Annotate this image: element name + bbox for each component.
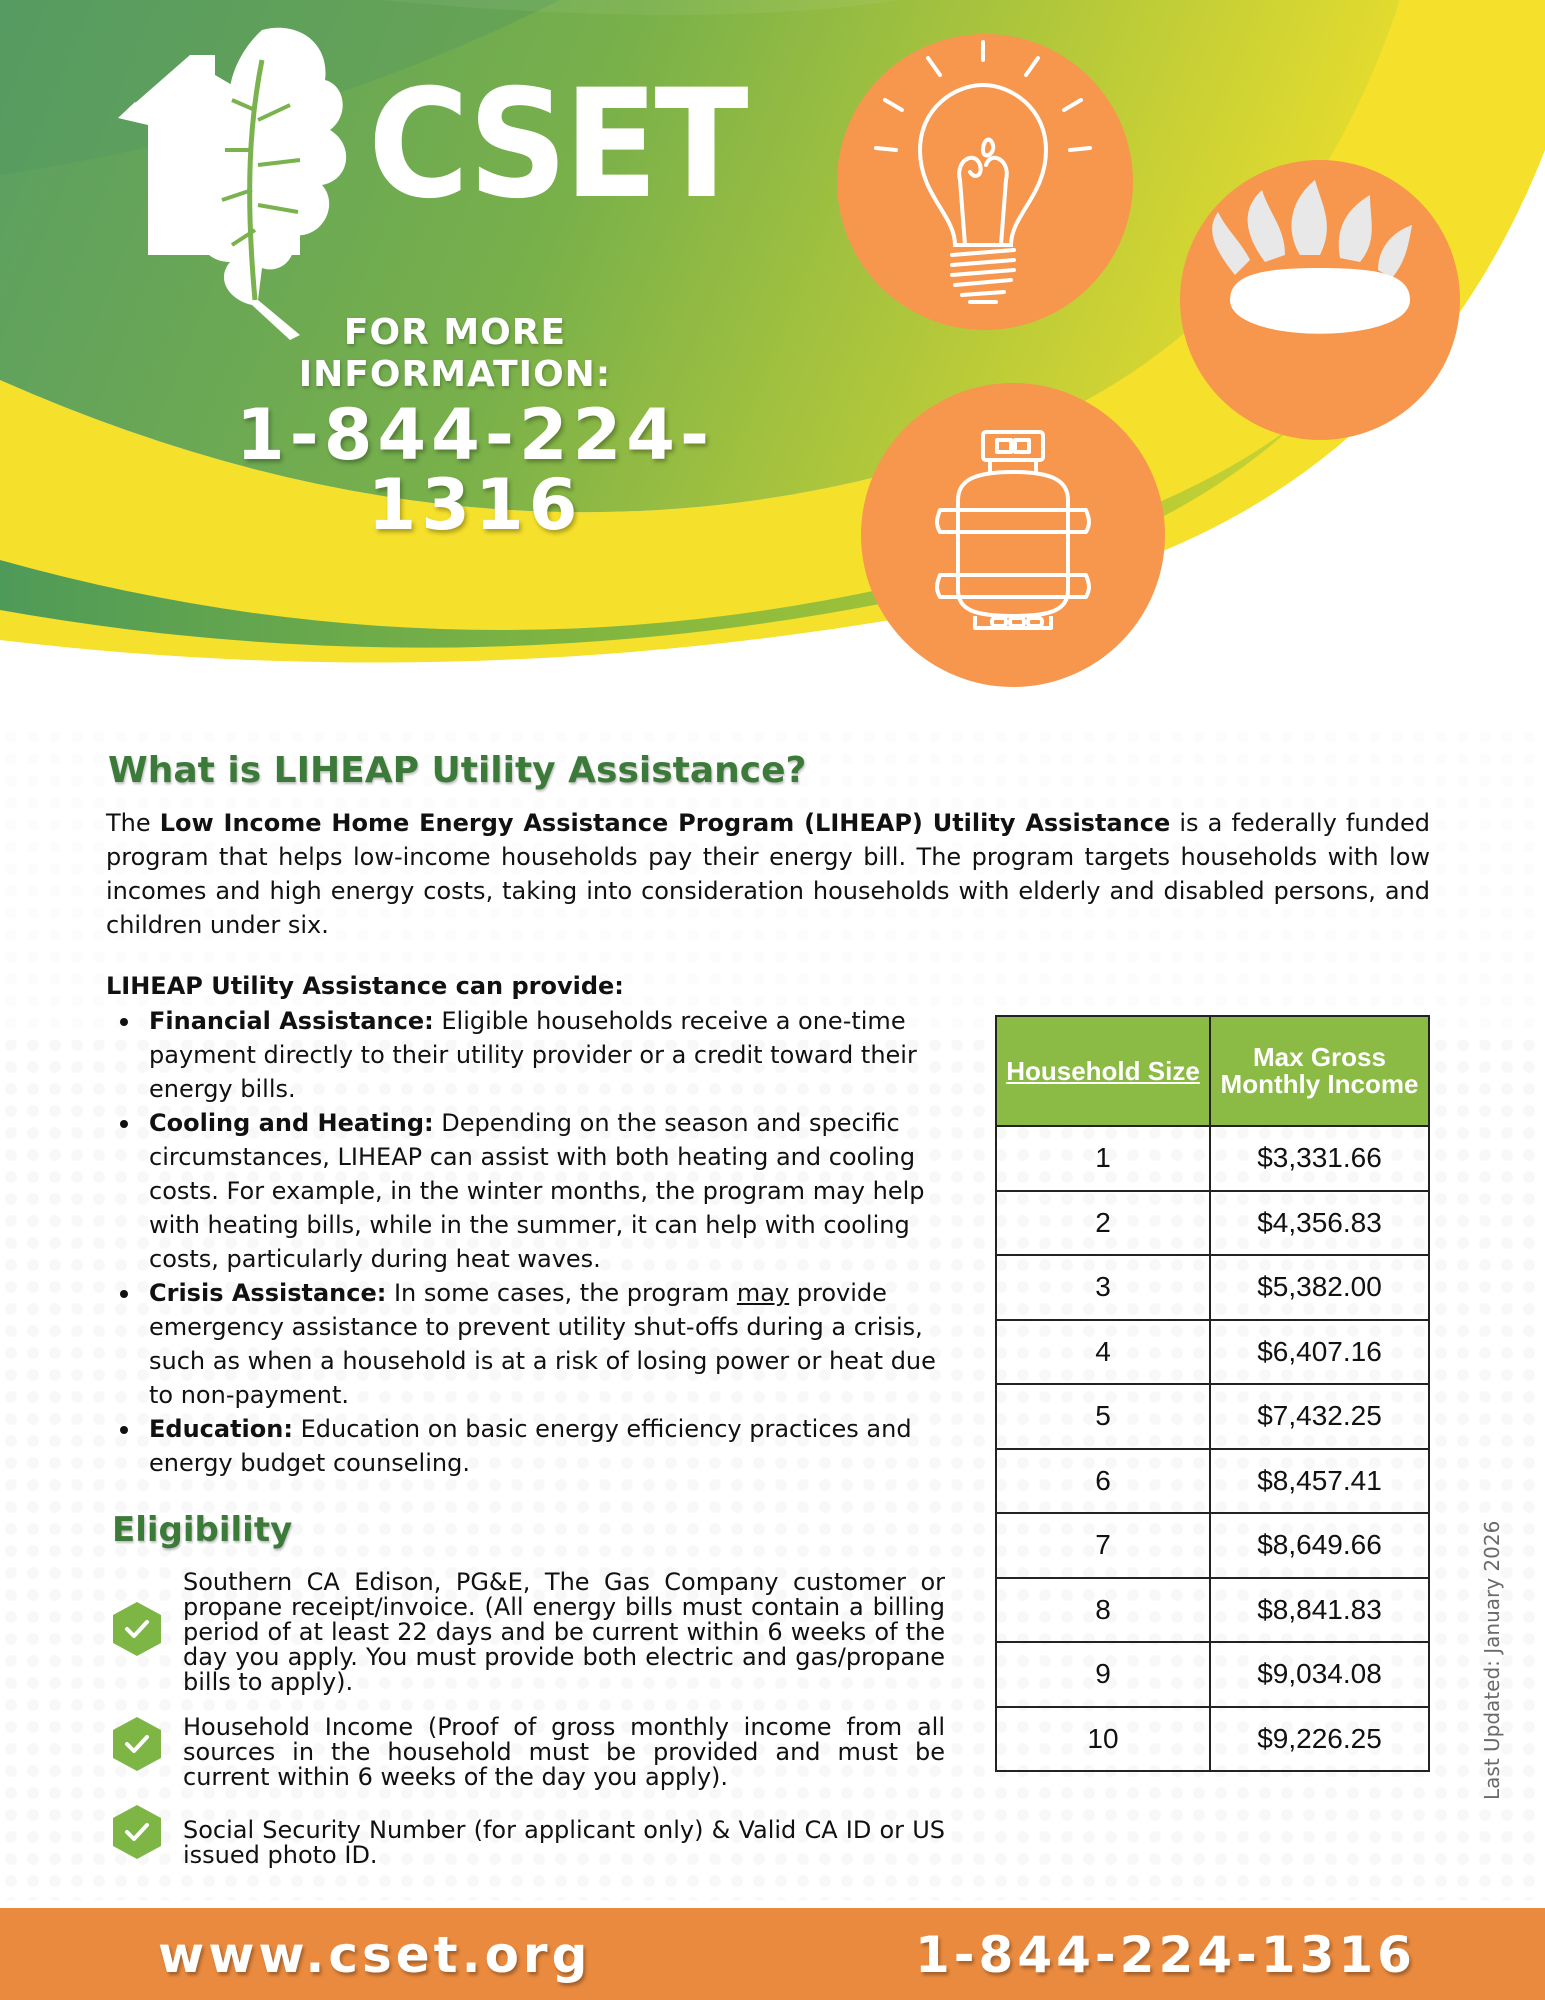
provide-heading: LIHEAP Utility Assistance can provide: [106,972,624,1000]
hero-phone-number[interactable]: 1-844-224-1316 [235,394,715,546]
what-is-liheap-title: What is LIHEAP Utility Assistance? [108,750,807,791]
intro-paragraph: The Low Income Home Energy Assistance Program (LIHEAP) Utility Assistance is a federally funded program that helps low-income households pay their energy bill. The program targets households with low incomes and high energy costs, taking into consideration households with elderly and disabled persons, and children under six. [106,809,1430,939]
table-row: 1 $3,331.66 [996,1126,1429,1191]
footer-website-link[interactable]: www.cset.org [158,1926,592,1984]
table-row: 6 $8,457.41 [996,1449,1429,1514]
table-row: 8 $8,841.83 [996,1578,1429,1643]
last-updated-label: Last Updated: January 2026 [1480,1520,1504,1800]
list-item: Education: Education on basic energy efficiency practices and energy budget counseling. [106,1412,946,1480]
list-item: Cooling and Heating: Depending on the season and specific circumstances, LIHEAP can assist with both heating and cooling costs. For example, in the winter months, the program may help with heating bills, while in the summer, it can help with cooling costs, particularly during heat waves. [106,1106,946,1276]
list-item: Financial Assistance: Eligible households receive a one-time payment directly to their utility provider or a credit toward their energy bills. [106,1004,946,1106]
table-row: 5 $7,432.25 [996,1384,1429,1449]
table-row: 9 $9,034.08 [996,1642,1429,1707]
checkmark-hexagon-icon [110,1600,164,1658]
for-more-info-label: FOR MORE INFORMATION: [298,312,612,395]
list-item: Crisis Assistance: In some cases, the program may provide emergency assistance to prevent utility shut-offs during a crisis, such as when a household is at a risk of losing power or heat due to non-payment. [106,1276,946,1412]
table-row: 10 $9,226.25 [996,1707,1429,1772]
header-max-income: Max Gross Monthly Income [1210,1016,1429,1126]
footer-bar [0,1908,1545,2000]
logo-text: CSET [368,58,745,232]
footer-phone-number[interactable]: 1-844-224-1316 [915,1926,1416,1984]
checkmark-hexagon-icon [110,1803,164,1861]
table-row: 2 $4,356.83 [996,1191,1429,1256]
table-row: 4 $6,407.16 [996,1320,1429,1385]
table-row: 3 $5,382.00 [996,1255,1429,1320]
checkmark-hexagon-icon [110,1715,164,1773]
header-household-size: Household Size [996,1016,1210,1126]
table-row: 7 $8,649.66 [996,1513,1429,1578]
provide-list [106,1004,946,1480]
eligibility-title: Eligibility [112,1510,293,1550]
income-table [995,1015,1430,1772]
